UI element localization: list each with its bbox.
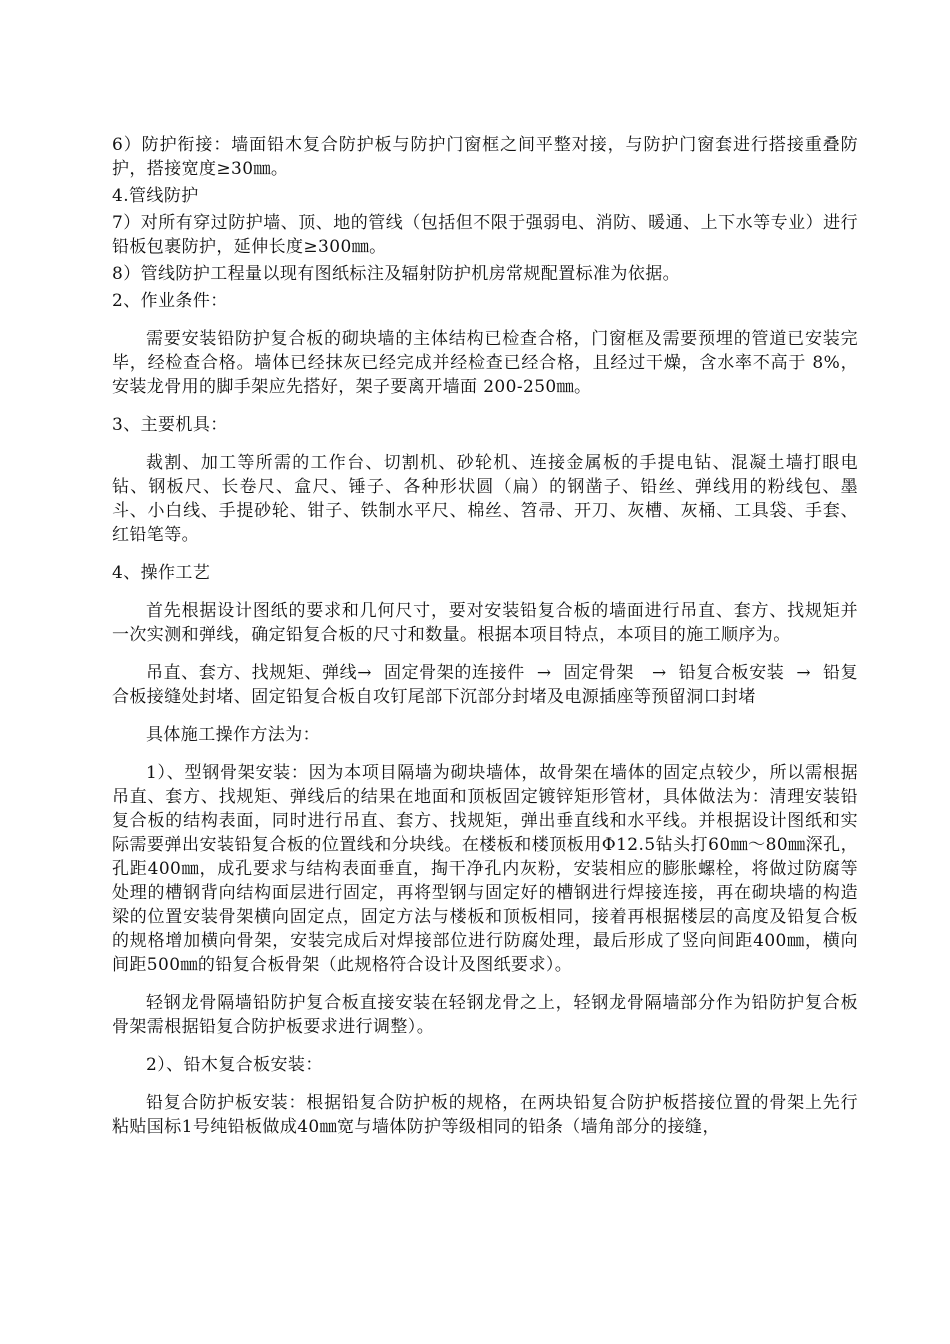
section-heading-work-conditions: 2、作业条件： [112,291,228,311]
paragraph-pipeline-wrap: 7）对所有穿过防护墙、顶、地的管线（包括但不限于强弱电、消防、暖通、上下水等专业）进行铅板包裹防护，延伸长度≥300㎜。 [112,213,858,257]
section-heading-operation-process: 4、操作工艺 [112,563,211,583]
section-heading-main-tools: 3、主要机具： [112,415,228,435]
paragraph-construction-sequence: 吊直、套方、找规矩、弹线→ 固定骨架的连接件 → 固定骨架 → 铅复合板安装 → 铅复合板接缝处封堵、固定铅复合板自攻钉尾部下沉部分封堵及电源插座等预留洞口封堵 [112,663,858,707]
paragraph-steel-frame-installation: 1）、型钢骨架安装：因为本项目隔墙为砌块墙体，故骨架在墙体的固定点较少，所以需根据吊直、套方、找规矩、弹线后的结果在地面和顶板固定镀锌矩形管材，具体做法为：清理安装铅复合板的结构表面，同时进行吊直、套方、找规矩，弹出垂直线和水平线。并根据设计图纸和实际需要弹出安装铅复合板的位置线和分块线。在楼板和楼顶板用Φ12.5钻头打60㎜～80㎜深孔，孔距400㎜，成孔要求与结构表面垂直，掏干净孔内灰粉，安装相应的膨胀螺栓，将做过防腐等处理的槽钢背向结构面层进行固定，再将型钢与固定好的槽钢进行焊接连接，再在砌块墙的构造梁的位置安装骨架横向固定点，固定方法与楼板和顶板相同，接着再根据楼层的高度及铅复合板的规格增加横向骨架，安装完成后对焊接部位进行防腐处理，最后形成了竖向间距400㎜，横向间距500㎜的铅复合板骨架（此规格符合设计及图纸要求）。 [112,763,858,975]
paragraph-lead-composite-board-install: 铅复合防护板安装：根据铅复合防护板的规格，在两块铅复合防护板搭接位置的骨架上先行粘贴国标1号纯铅板做成40㎜宽与墙体防护等级相同的铅条（墙角部分的接缝， [112,1093,858,1137]
paragraph-method-intro: 具体施工操作方法为： [146,725,320,745]
paragraph-pipeline-basis: 8）管线防护工程量以现有图纸标注及辐射防护机房常规配置标准为依据。 [112,264,681,284]
document-body [112,133,858,1139]
paragraph-protection-joint: 6）防护衔接：墙面铅木复合防护板与防护门窗框之间平整对接，与防护门窗套进行搭接重叠防护，搭接宽度≥30㎜。 [112,135,858,179]
paragraph-main-tools: 裁割、加工等所需的工作台、切割机、砂轮机、连接金属板的手提电钻、混凝土墙打眼电钻、钢板尺、长卷尺、盒尺、锤子、各种形状圆（扁）的钢凿子、铅丝、弹线用的粉线包、墨斗、小白线、手提砂轮、钳子、铁制水平尺、棉丝、笤帚、开刀、灰槽、灰桶、工具袋、手套、红铅笔等。 [112,453,858,545]
paragraph-work-conditions: 需要安装铅防护复合板的砌块墙的主体结构已检查合格，门窗框及需要预埋的管道已安装完毕，经检查合格。墙体已经抹灰已经完成并经检查已经合格，且经过干燥，含水率不高于 8%，安装龙骨用的脚手架应先搭好，架子要离开墙面 200-250㎜。 [112,329,858,397]
paragraph-light-steel-keel: 轻钢龙骨隔墙铅防护复合板直接安装在轻钢龙骨之上，轻钢龙骨隔墙部分作为铅防护复合板骨架需根据铅复合防护板要求进行调整）。 [112,993,858,1037]
paragraph-operation-process: 首先根据设计图纸的要求和几何尺寸，要对安装铅复合板的墙面进行吊直、套方、找规矩并一次实测和弹线，确定铅复合板的尺寸和数量。根据本项目特点，本项目的施工顺序为。 [112,601,858,645]
paragraph-lead-wood-board-installation: 2）、铅木复合板安装： [146,1055,323,1075]
section-heading-pipeline-protection: 4.管线防护 [112,186,199,206]
